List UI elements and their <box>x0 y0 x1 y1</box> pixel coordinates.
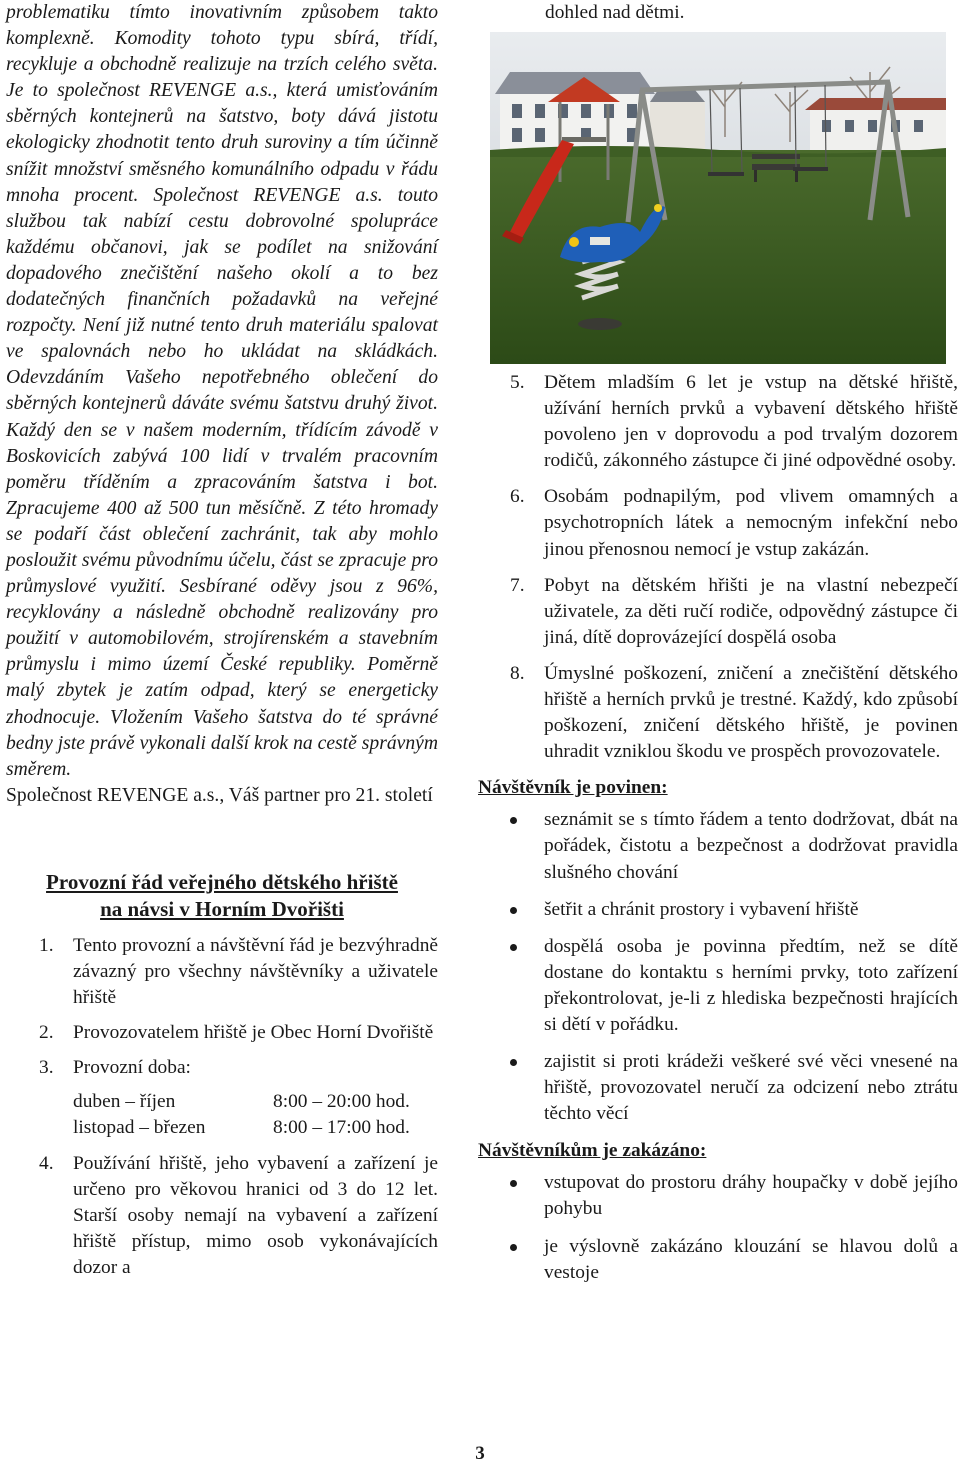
rule-item <box>6 1151 438 1281</box>
rule-item <box>478 370 958 474</box>
rule-text: Dětem mladším 6 let je vstup na dětské hřiště, užívání herních prvků a vybavení dětského hřiště povoleno jen v doprovodu a pod trvalým dozorem rodičů, zákonného zástupce či jiné odpovědné osoby. <box>544 372 958 472</box>
list-item-text: vstupovat do prostoru dráhy houpačky v době jejího pohybu <box>544 1172 958 1220</box>
rule-item <box>6 933 438 1011</box>
rule-text: Úmyslné poškození, zničení a znečištění dětského hřiště a herních prvků je trestné. Každý, kdo způsobí poškození, zničení dětského hřiště, je povinen uhradit vzniklou škodu ve prospěch provozovatele. <box>544 662 958 763</box>
rule-item <box>478 573 958 651</box>
list-item <box>478 1049 958 1127</box>
revenge-article-signature: Společnost REVENGE a.s., Váš partner pro 21. století <box>6 784 433 806</box>
bullet-icon <box>510 1059 517 1066</box>
rule-number: 8. <box>510 662 525 684</box>
forbidden-heading: Návštěvníkům je zakázáno: <box>478 1140 707 1162</box>
playground-rules-title-line1: Provozní řád veřejného dětského hřiště <box>46 869 398 894</box>
list-item <box>478 897 958 923</box>
forbidden-list <box>478 1170 958 1285</box>
rule-number: 5. <box>510 372 525 393</box>
rule-item <box>478 661 958 765</box>
list-item <box>478 1170 958 1222</box>
rule-item <box>6 1020 438 1046</box>
bullet-icon <box>510 944 517 951</box>
list-item-text: dospělá osoba je povinna předtím, než se dítě dostane do kontaktu s herními prvky, toto zařízení překontrolovat, je-li z hlediska bezpečnosti hrajících si dětí v pořádku. <box>544 935 958 1035</box>
rule-item <box>6 1055 438 1141</box>
hours-time: 8:00 – 20:00 hod. <box>273 1091 410 1113</box>
bullet-icon <box>510 1244 517 1251</box>
list-item-text: šetřit a chránit prostory i vybavení hřiště <box>544 898 859 920</box>
visitor-duties-list <box>478 807 958 1127</box>
rule-number: 1. <box>39 934 54 956</box>
playground-photo <box>490 32 946 364</box>
bullet-icon <box>510 817 517 824</box>
rule-number: 6. <box>510 486 525 508</box>
page-number: 3 <box>475 1443 485 1464</box>
rules-list-right <box>478 370 958 765</box>
rule-number: 4. <box>39 1152 54 1174</box>
list-item <box>478 1234 958 1286</box>
list-item <box>478 934 958 1038</box>
bullet-icon <box>510 1180 517 1187</box>
left-column <box>6 0 438 1290</box>
hours-period: listopad – březen <box>73 1117 206 1139</box>
playground-rules-title <box>6 869 438 923</box>
rule-text: Pobyt na dětském hřišti je na vlastní nebezpečí uživatele, za děti ručí rodiče, odpovědný zástupce či jiná, dítě doprovázející dospělá osoba <box>544 574 958 648</box>
visitor-duties-heading: Návštěvník je povinen: <box>478 777 668 799</box>
playground-rules-title-line2: na návsi v Horním Dvořišti <box>100 896 344 921</box>
rule-text: Provozní doba: <box>73 1057 191 1079</box>
list-item-text: seznámit se s tímto řádem a tento dodržovat, dbát na pořádek, čistotu a bezpečnost a dodržovat pravidla slušného chování <box>544 809 958 883</box>
rule-text: Provozovatelem hřiště je Obec Horní Dvořiště <box>73 1022 434 1044</box>
rule-text: Tento provozní a návštěvní řád je bezvýhradně závazný pro všechny návštěvníky a uživatele hřiště <box>73 934 438 1009</box>
rule-text: Osobám podnapilým, pod vlivem omamných a psychotropních látek a nemocným infekční nebo jinou přenosnou nemocí je vstup zakázán. <box>544 486 958 560</box>
rule-item <box>478 484 958 562</box>
bullet-icon <box>510 907 517 914</box>
list-item <box>478 807 958 885</box>
rule-number: 2. <box>39 1022 54 1044</box>
hours-period: duben – říjen <box>73 1091 176 1113</box>
list-item-text: je výslovně zakázáno klouzání se hlavou dolů a vestoje <box>544 1235 958 1283</box>
list-item-text: zajistit si proti krádeži veškeré své věci vnesené na hřiště, provozovatel neručí za odcizení nebo ztrátu těchto věcí <box>544 1051 958 1125</box>
hours-time: 8:00 – 17:00 hod. <box>273 1117 410 1139</box>
rules-list-left <box>6 933 438 1281</box>
opening-hours-table <box>73 1089 438 1141</box>
rule-text: Používání hřiště, jeho vybavení a zařízení je určeno pro věkovou hranici od 3 do 12 let. Starší osoby nemají na vybavení a zařízení hřiště přístup, mimo osob vykonávajících dozor a <box>73 1152 438 1278</box>
revenge-article-text: problematiku tímto inovativním způsobem takto komplexně. Komodity tohoto typu sbírá, třídí, recykluje a obchodně realizuje na trzích celého světa. Je to společnost REVENGE a.s., která umisťováním sběrných kontejnerů na šatstvo, boty dává jistotu ekologicky zhodnotit tento druh suroviny a tím účinně snížit množství směsného komunálního odpadu v řádu mnoha procent. Společnost REVENGE a.s. touto službou tak nabízí cestu dobrovolné spolupráce každému občanovi, jak se podílet na snižování dopadového znečištění našeho okolí a to bez dodatečných finančních požadavků na veřejné rozpočty. Není již nutné tento druh materiálu spalovat ve spalovnách nebo ho ukládat na skládkách. Odevzdáním Vašeho nepotřebného oblečení do sběrných kontejnerů dáváte svému šatstvu druhý život. Každý den se v našem moderním, třídícím závodě v Boskovicích zabývá 100 lidí v trvalém pracovním poměru tříděním a zpracováním šatstva i bot. Zpracujeme 400 až 500 tun měsíčně. Z této hromady se podaří část oblečení zachránit, tak aby mohlo posloužit svému původnímu účelu, část se zpracuje pro průmyslové využití. Sesbírané oděvy jsou z 96%, recyklovány a následně obchodně realizovány pro použití v automobilovém, strojírenském a stavebním průmyslu i mimo území České republiky. Poměrně malý zbytek je zatím odpad, který se energeticky zhodnocuje. Vložením Vašeho šatstva do té správné bedny jste právě vykonali další krok na cestě správným směrem. <box>6 2 438 780</box>
rule-number: 3. <box>39 1057 54 1079</box>
right-column <box>478 0 958 1297</box>
rule-4-continuation: dohled nad dětmi. <box>545 2 685 23</box>
rule-number: 7. <box>510 574 525 596</box>
